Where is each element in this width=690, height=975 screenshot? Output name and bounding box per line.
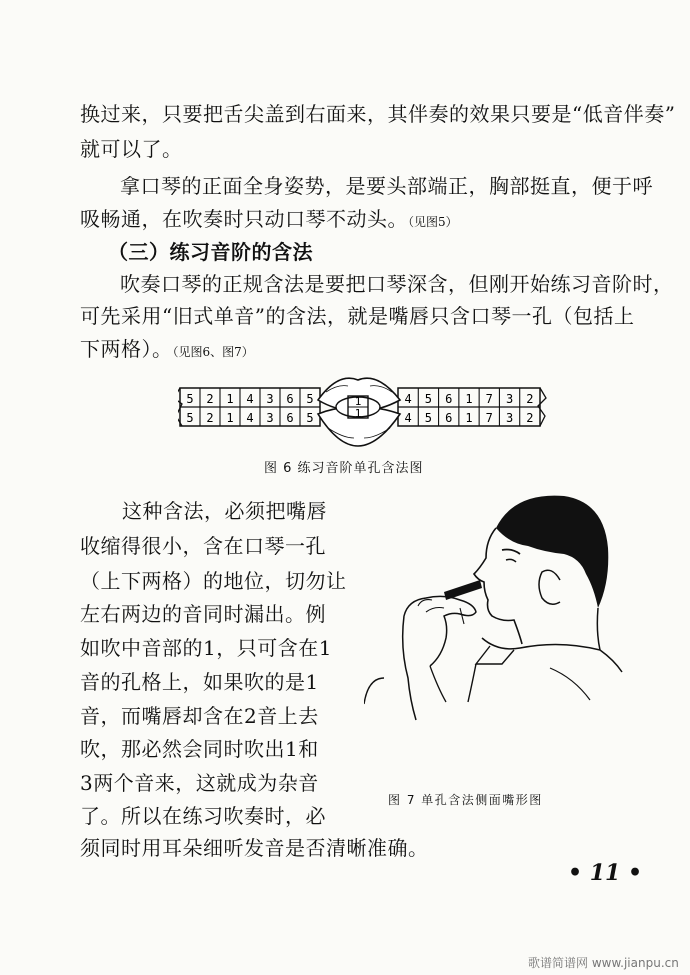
forearm-inner [430,666,446,702]
hole-note: 5 [306,411,314,425]
shoulder-lines [364,664,476,704]
text-line: 拿口琴的正面全身姿势，是要头部端正，胸部挺直，便于呼 [120,174,653,198]
hole-note: 7 [485,392,493,406]
hole-note: 1 [226,411,234,425]
eyebrow [502,550,520,555]
text-span: 下两格）。 [80,337,173,361]
text-line: （上下两格）的地位，切勿让 [80,569,347,593]
left-digits [186,392,313,425]
neck-back [597,608,600,650]
text-line: 须同时用耳朵细听发音是否清晰准确。 [80,836,429,860]
hole-note: 2 [206,392,214,406]
fingers [418,600,444,612]
watermark: 歌谱简谱网 www.jianpu.cn [528,956,679,970]
figure-7-caption: 图 7 单孔含法侧面嘴形图 [388,793,543,807]
text-line: 3两个音来，这就成为杂音 [80,771,319,795]
text-line: 吹，那必然会同时吹出1和 [80,737,319,761]
center-hole-bottom-digit: 1 [354,407,362,420]
figure-reference: （见图5） [408,215,458,229]
hole-note: 5 [186,392,194,406]
text-line: 可先采用“旧式单音”的含法，就是嘴唇只含口琴一孔（包括上 [80,304,635,328]
hole-note: 2 [526,411,534,425]
hole-note: 4 [246,392,254,406]
hole-note: 1 [226,392,234,406]
hole-note: 3 [266,411,274,425]
section-heading: （三）练习音阶的含法 [108,240,313,264]
figure-7-profile-drawing [364,488,624,788]
text-line: 音的孔格上，如果吹的是1 [80,670,319,694]
ear [539,570,560,604]
forearm [403,616,416,720]
figure-6-caption: 图 6 练习音阶单孔含法图 [264,461,424,476]
hole-note: 4 [404,411,412,425]
text-line: 收缩得很小，含在口琴一孔 [80,534,326,558]
hole-note: 2 [526,392,534,406]
hole-note: 6 [286,392,294,406]
text-line: 左右两边的音同时漏出。例 [80,602,326,626]
hole-note: 2 [206,411,214,425]
hole-note: 5 [186,411,194,425]
hole-note: 6 [445,392,453,406]
broken-end-right [538,388,546,426]
text-line: 这种含法，必须把嘴唇 [122,499,327,523]
text-span: 吸畅通，在吹奏时只动口琴不动头。 [80,207,408,231]
hole-note: 4 [246,411,254,425]
text-line: 如吹中音部的1，只可含在1 [80,636,332,660]
hole-note: 5 [424,411,433,425]
hole-note: 3 [266,392,274,406]
hole-note: 5 [424,392,433,406]
hole-note: 4 [404,392,412,406]
text-line: 吹奏口琴的正规含法是要把口琴深含，但刚开始练习音阶时， [120,272,674,296]
hole-note: 3 [505,411,514,425]
hand [404,596,476,666]
hair [496,496,608,608]
hole-note: 6 [445,411,453,425]
wrist-line [460,608,464,624]
eye [506,559,516,562]
hole-note: 3 [505,392,514,406]
text-line [80,333,254,362]
text-line: 音，而嘴唇却含在2音上去 [80,704,319,728]
figure-6-harmonica-diagram [178,370,550,450]
center-hole-top-digit: 1 [354,395,362,408]
hole-note: 1 [465,392,473,406]
hole-note: 6 [286,411,294,425]
shirt-fold [550,668,590,700]
page-number: • 11 • [568,860,643,886]
right-digits [405,392,534,425]
text-line [80,203,458,232]
hole-note: 1 [465,411,473,425]
figure-reference: （见图6、图7） [172,345,254,359]
text-line: 就可以了。 [80,137,183,161]
hole-note: 7 [485,411,493,425]
collar [482,638,622,672]
hole-note: 5 [306,392,314,406]
text-line: 了。所以在练习吹奏时，必 [80,804,326,828]
text-line: 换过来，只要把舌尖盖到右面来，其伴奏的效果只要是“低音伴奏” [80,102,676,126]
